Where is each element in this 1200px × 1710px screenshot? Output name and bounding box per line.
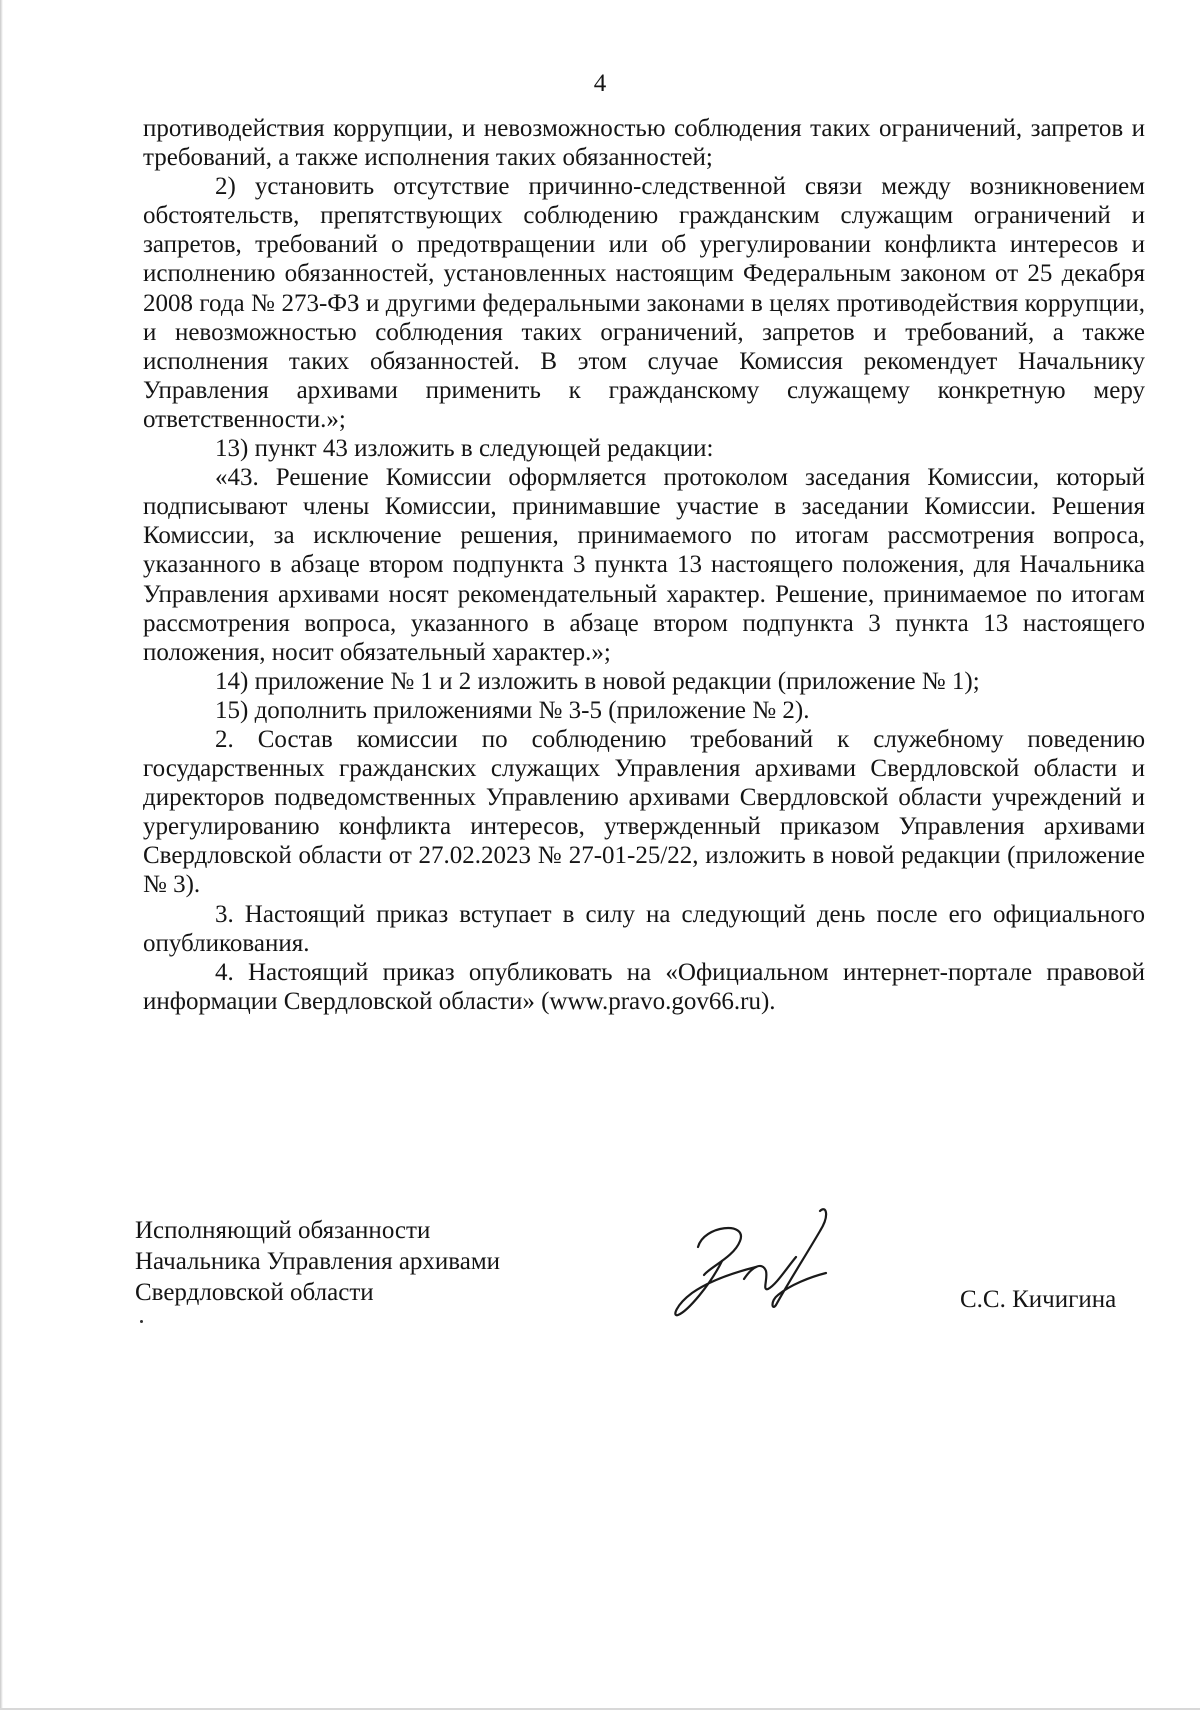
page-number: 4 bbox=[593, 70, 607, 97]
paragraph: 2) установить отсутствие причинно-следственной связи между возникновением обстоятельств, препятствующих соблюдению гражданским служащим ограничений и запретов, требований о предотвращении или об урегулировании конфликта интересов и исполнению обязанностей, установленных настоящим Федеральным законом от 25 декабря 2008 года № 273-ФЗ и другими федеральными законами в целях противодействия коррупции, и невозможностью соблюдения таких ограничений, запретов и требований, а также исполнения таких обязанностей. В этом случае Комиссия рекомендует Начальнику Управления архивами применить к гражданскому служащему конкретную меру ответственности.»; bbox=[143, 173, 1145, 433]
scan-edge-left bbox=[0, 0, 3, 1710]
signer-name: С.С. Кичигина bbox=[960, 1286, 1117, 1313]
paragraph: 2. Состав комиссии по соблюдению требований к служебному поведению государственных гражданских служащих Управления архивами Свердловской области и директоров подведомственных Управлению архивами Свердловской области учреждений и урегулированию конфликта интересов, утвержденный приказом Управления архивами Свердловской области от 27.02.2023 № 27-01-25/22, изложить в новой редакции (приложение № 3). bbox=[143, 725, 1145, 899]
signatory-position-line: Начальника Управления архивами bbox=[135, 1248, 501, 1275]
paragraph: 15) дополнить приложениями № 3-5 (приложение № 2). bbox=[215, 696, 810, 724]
scan-speck bbox=[140, 1320, 143, 1323]
paragraph: 14) приложение № 1 и 2 изложить в новой редакции (приложение № 1); bbox=[215, 667, 980, 695]
signatory-position bbox=[135, 1215, 500, 1308]
paragraph: «43. Решение Комиссии оформляется протоколом заседания Комиссии, который подписывают члены Комиссии, принимавшие участие в заседании Комиссии. Решения Комиссии, за исключение решения, принимаемого по итогам рассмотрения вопроса, указанного в абзаце втором подпункта 3 пункта 13 настоящего положения, для Начальника Управления архивами носят рекомендательный характер. Решение, принимаемое по итогам рассмотрения вопроса, указанного в абзаце втором подпункта 3 пункта 13 настоящего положения, носит обязательный характер.»; bbox=[143, 464, 1145, 666]
paragraph: противодействия коррупции, и невозможностью соблюдения таких ограничений, запретов и требований, а также исполнения таких обязанностей; bbox=[143, 115, 1145, 172]
paragraph: 3. Настоящий приказ вступает в силу на следующий день после его официального опубликования. bbox=[143, 900, 1145, 957]
paragraph: 13) пункт 43 изложить в следующей редакции: bbox=[215, 435, 714, 463]
signatory-position-line: Свердловской области bbox=[135, 1279, 374, 1306]
paragraph: 4. Настоящий приказ опубликовать на «Официальном интернет-портале правовой информации Свердловской области» (www.pravo.gov66.ru). bbox=[143, 958, 1145, 1015]
document-body bbox=[143, 114, 1145, 1016]
signatory-position-line: Исполняющий обязанности bbox=[135, 1217, 431, 1244]
handwritten-signature bbox=[670, 1205, 850, 1325]
